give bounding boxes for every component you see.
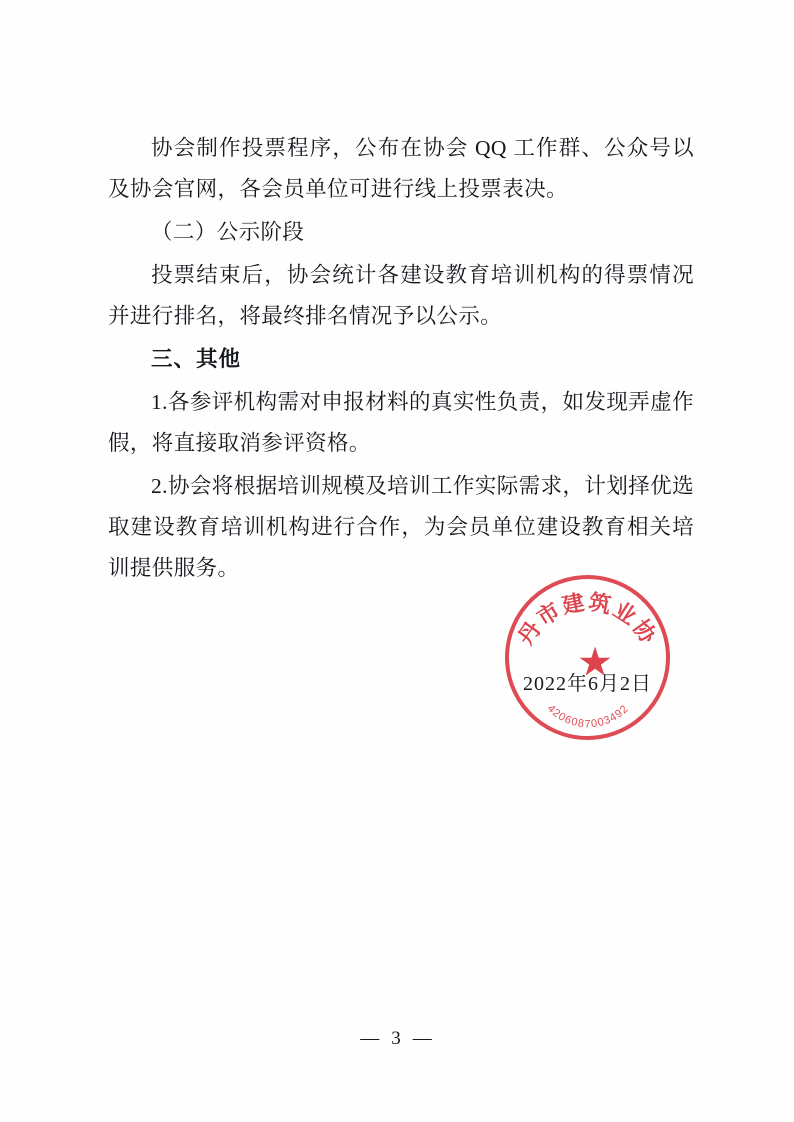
star-icon: ★ [577,639,613,685]
paragraph-2: 投票结束后，协会统计各建设教育培训机构的得票情况并进行排名，将最终排名情况予以公示。 [108,263,694,328]
paragraph-section-heading-three: 三、其他 [151,347,242,371]
seal-org-textpath: 丹市建筑业协 [512,589,663,650]
paragraph-1: 协会制作投票程序，公布在协会 QQ 工作群、公众号以及协会官网，各会员单位可进行线上投票表决。 [108,136,694,201]
page-footer [0,1028,794,1050]
seal-code-textpath: 4206087003492 [544,702,632,731]
document-body [108,128,694,591]
paragraph-item-1: 1.各参评机构需对申报材料的真实性负责，如发现弄虚作假，将直接取消参评资格。 [108,390,694,455]
svg-text:4206087003492 [545,703,632,731]
seal-date: 2022年6月2日 [523,673,652,695]
official-seal [505,575,685,755]
footer-page-number: 3 [391,1028,403,1049]
seal-inner [505,575,685,755]
paragraph-section-heading-two: （二）公示阶段 [151,220,305,244]
footer-dash-right: — [412,1028,434,1049]
paragraph-item-2: 2.协会将根据培训规模及培训工作实际需求，计划择优选取建设教育培训机构进行合作，为会员单位建设教育相关培训提供服务。 [108,474,694,580]
footer-dash-left: — [360,1028,382,1049]
